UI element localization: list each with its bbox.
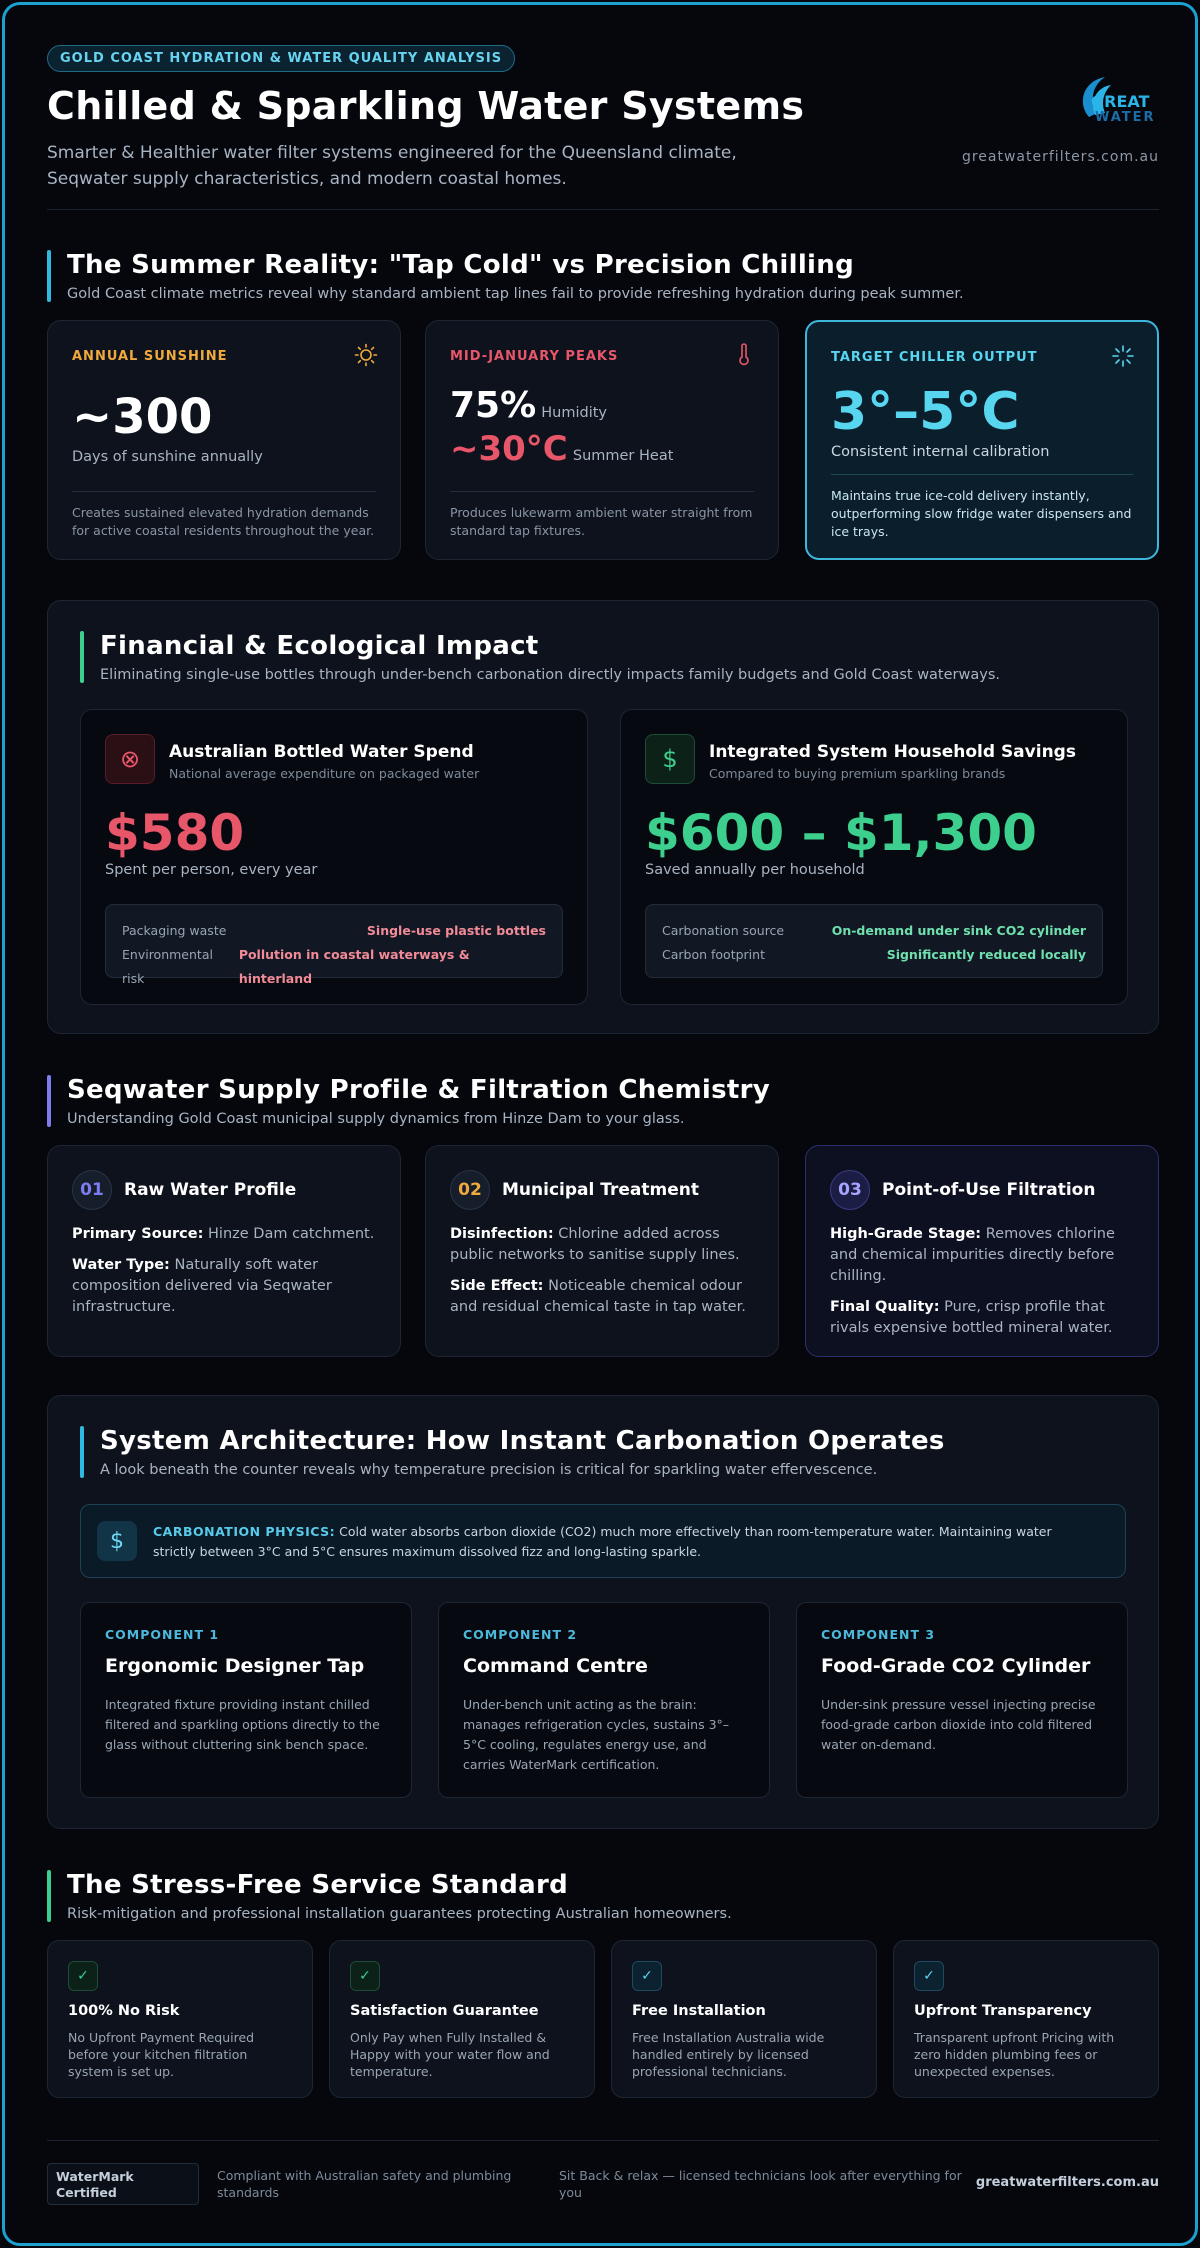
- detail-key: Carbonation source: [662, 923, 785, 938]
- step-number: 02: [450, 1170, 490, 1210]
- service-desc: Transparent upfront Pricing with zero hidden plumbing fees or unexpected expenses.: [914, 2030, 1115, 2079]
- service-card: [47, 1940, 313, 2098]
- section-accent-bar: [80, 631, 84, 683]
- divider: [47, 2140, 1159, 2141]
- financial-section: [47, 600, 1159, 1034]
- divider: [47, 209, 1159, 210]
- stat-caption: Consistent internal calibration: [831, 444, 1050, 460]
- humidity-stat: [450, 385, 607, 426]
- physics-body: Cold water absorbs carbon dioxide (CO2) much more effectively than room-temperature water. Maintaining water strictly between 3°C and 5°C ensures maximum dissolved fizz and long-lasting sparkle.: [153, 1524, 1052, 1559]
- component-title: Food-Grade CO2 Cylinder: [821, 1655, 1091, 1677]
- fin-card-desc: Saved annually per household: [645, 862, 865, 878]
- architecture-section: [47, 1395, 1159, 1829]
- step-card-filtration: [805, 1145, 1159, 1357]
- summer-heading: [47, 250, 1159, 302]
- bottled-spend-card: [80, 709, 588, 1005]
- step-key: Primary Source:: [72, 1226, 204, 1242]
- service-section: [47, 1870, 1159, 1940]
- humidity-value: 75%: [450, 385, 537, 426]
- seqwater-section: [47, 1075, 1159, 1395]
- component-label: COMPONENT 1: [105, 1627, 220, 1642]
- fin-card-title: Australian Bottled Water Spend: [169, 742, 474, 762]
- fin-detail-row: [122, 943, 546, 991]
- component-card: [438, 1602, 770, 1798]
- stat-note: Creates sustained elevated hydration demands for active coastal residents throughout the year.: [72, 491, 376, 540]
- component-card: [796, 1602, 1128, 1798]
- section-accent-bar: [47, 1075, 51, 1127]
- component-desc: Under-bench unit acting as the brain: manages refrigeration cycles, sustains 3°–5°C cooling, regulates energy use, and carries WaterMark certification.: [463, 1697, 730, 1772]
- check-icon: ✓: [632, 1961, 662, 1991]
- dollar-icon: $: [97, 1521, 137, 1561]
- humidity-unit: Humidity: [541, 405, 608, 421]
- header-pill: GOLD COAST HYDRATION & WATER QUALITY ANALYSIS: [47, 45, 515, 72]
- footer: [47, 2163, 1159, 2207]
- step-body: [72, 1224, 376, 1328]
- heat-stat: [450, 429, 673, 469]
- fin-card-value: $600 – $1,300: [645, 804, 1037, 862]
- fin-card-subtitle: National average expenditure on packaged water: [169, 766, 480, 781]
- footer-relax-text: Sit Back & relax — licensed technicians look after everything for you: [559, 2168, 962, 2200]
- seqwater-subtitle: Understanding Gold Coast municipal supply dynamics from Hinze Dam to your glass.: [67, 1111, 685, 1127]
- detail-value: Pollution in coastal waterways & hinterland: [238, 947, 470, 986]
- logo-word-1: GREAT: [1091, 92, 1150, 111]
- snowflake-icon: [1111, 344, 1135, 368]
- seqwater-heading: [47, 1075, 1159, 1127]
- step-text: Chlorine added across public networks to sanitise supply lines.: [450, 1226, 740, 1263]
- stat-label: MID-JANUARY PEAKS: [450, 349, 619, 364]
- component-label: COMPONENT 2: [463, 1627, 578, 1642]
- watermark-badge: WaterMark Certified: [47, 2163, 199, 2205]
- header-site-link[interactable]: greatwaterfilters.com.au: [961, 149, 1159, 165]
- detail-value: On-demand under sink CO2 cylinder: [831, 923, 1086, 938]
- heat-value: ~30°C: [450, 429, 568, 469]
- financial-heading: [80, 631, 1000, 683]
- page-title: Chilled & Sparkling Water Systems: [47, 84, 805, 128]
- step-key: High-Grade Stage:: [830, 1226, 982, 1242]
- stat-card-sunshine: [47, 320, 401, 560]
- dollar-icon: $: [645, 734, 695, 784]
- brand-logo[interactable]: [1075, 73, 1159, 129]
- step-title: Point-of-Use Filtration: [882, 1180, 1096, 1200]
- service-title: The Stress-Free Service Standard: [67, 1870, 569, 1900]
- step-text: Noticeable chemical odour and residual chemical taste in tap water.: [450, 1278, 746, 1315]
- detail-value: Single-use plastic bottles: [366, 923, 546, 938]
- stat-value: ~300: [72, 389, 213, 445]
- page-subtitle: Smarter & Healthier water filter systems engineered for the Queensland climate, Seqwater supply characteristics, and modern coastal homes.: [47, 143, 737, 189]
- stat-card-chiller: [805, 320, 1159, 560]
- service-card: [893, 1940, 1159, 2098]
- check-icon: ✓: [68, 1961, 98, 1991]
- summer-title: The Summer Reality: "Tap Cold" vs Precision Chilling: [67, 250, 854, 280]
- service-card: [611, 1940, 877, 2098]
- fin-detail-box: [645, 904, 1103, 978]
- architecture-subtitle: A look beneath the counter reveals why temperature precision is critical for sparkling water effervescence.: [100, 1462, 878, 1478]
- service-card: [329, 1940, 595, 2098]
- step-card-raw: [47, 1145, 401, 1357]
- financial-title: Financial & Ecological Impact: [100, 631, 539, 661]
- fin-detail-row: [122, 919, 546, 943]
- component-desc: Integrated fixture providing instant chilled filtered and sparkling options directly to the glass without cluttering sink bench space.: [105, 1697, 380, 1752]
- detail-value: Significantly reduced locally: [886, 947, 1086, 962]
- service-desc: Only Pay when Fully Installed & Happy with your water flow and temperature.: [350, 2030, 550, 2079]
- step-number: 03: [830, 1170, 870, 1210]
- fin-detail-row: [662, 919, 1086, 943]
- detail-key: Carbon footprint: [662, 947, 765, 962]
- step-text: Hinze Dam catchment.: [203, 1226, 375, 1242]
- step-key: Side Effect:: [450, 1278, 544, 1294]
- service-title: Free Installation: [632, 2003, 766, 2019]
- step-number: 01: [72, 1170, 112, 1210]
- stat-card-peaks: [425, 320, 779, 560]
- stat-caption: Days of sunshine annually: [72, 449, 263, 465]
- fin-card-subtitle: Compared to buying premium sparkling brands: [709, 766, 1006, 781]
- step-key: Final Quality:: [830, 1299, 940, 1315]
- section-accent-bar: [80, 1426, 84, 1478]
- service-title: Satisfaction Guarantee: [350, 2003, 539, 2019]
- step-title: Municipal Treatment: [502, 1180, 699, 1200]
- summer-section: [47, 250, 1159, 600]
- service-desc: Free Installation Australia wide handled entirely by licensed professional technicians.: [632, 2030, 825, 2079]
- close-circle-icon: ⊗: [105, 734, 155, 784]
- architecture-title: System Architecture: How Instant Carbonation Operates: [100, 1426, 945, 1456]
- step-key: Water Type:: [72, 1257, 170, 1273]
- section-accent-bar: [47, 250, 51, 302]
- heat-unit: Summer Heat: [572, 448, 674, 464]
- service-cards: [47, 1940, 1159, 2098]
- architecture-heading: [80, 1426, 945, 1478]
- stat-note: Produces lukewarm ambient water straight from standard tap fixtures.: [450, 491, 754, 540]
- stat-value: 3°–5°C: [831, 382, 1020, 442]
- service-heading: [47, 1870, 1159, 1922]
- fin-card-value: $580: [105, 804, 245, 862]
- seqwater-title: Seqwater Supply Profile & Filtration Chemistry: [67, 1075, 770, 1105]
- stat-note: Maintains true ice-cold delivery instantly, outperforming slow fridge water dispensers and ice trays.: [831, 474, 1133, 541]
- footer-site-link[interactable]: greatwaterfilters.com.au: [975, 2175, 1159, 2190]
- header: [47, 45, 1159, 215]
- summer-subtitle: Gold Coast climate metrics reveal why standard ambient tap lines fail to provide refreshing hydration during peak summer.: [67, 286, 964, 302]
- detail-key: Environmental risk: [122, 947, 213, 986]
- component-title: Ergonomic Designer Tap: [105, 1655, 365, 1677]
- step-text: Naturally soft water composition delivered via Seqwater infrastructure.: [72, 1257, 332, 1315]
- financial-subtitle: Eliminating single-use bottles through under-bench carbonation directly impacts family budgets and Gold Coast waterways.: [100, 667, 1000, 683]
- fin-detail-box: [105, 904, 563, 986]
- step-card-treatment: [425, 1145, 779, 1357]
- component-label: COMPONENT 3: [821, 1627, 936, 1642]
- fin-card-title: Integrated System Household Savings: [709, 742, 1076, 762]
- check-icon: ✓: [350, 1961, 380, 1991]
- step-title: Raw Water Profile: [124, 1180, 297, 1200]
- page-frame: [2, 2, 1198, 2246]
- carbonation-physics-callout: [80, 1504, 1126, 1578]
- thermometer-icon: [732, 343, 756, 367]
- stat-label: ANNUAL SUNSHINE: [72, 349, 228, 364]
- step-key: Disinfection:: [450, 1226, 554, 1242]
- component-title: Command Centre: [463, 1655, 648, 1677]
- physics-text: [153, 1522, 1085, 1562]
- sun-icon: [354, 343, 378, 367]
- service-title: Upfront Transparency: [914, 2003, 1092, 2019]
- step-body: [830, 1224, 1134, 1349]
- step-text: Pure, crisp profile that rivals expensive bottled mineral water.: [830, 1299, 1113, 1336]
- check-icon: ✓: [914, 1961, 944, 1991]
- detail-key: Packaging waste: [122, 923, 227, 938]
- footer-compliance-text: Compliant with Australian safety and plumbing standards: [217, 2168, 512, 2200]
- stat-label: TARGET CHILLER OUTPUT: [831, 350, 1038, 365]
- physics-label: CARBONATION PHYSICS:: [153, 1524, 336, 1539]
- step-text: Removes chlorine and chemical impurities directly before chilling.: [830, 1226, 1115, 1284]
- component-card: [80, 1602, 412, 1798]
- service-title: 100% No Risk: [68, 2003, 180, 2019]
- fin-detail-row: [662, 943, 1086, 967]
- section-accent-bar: [47, 1870, 51, 1922]
- step-body: [450, 1224, 754, 1328]
- service-subtitle: Risk-mitigation and professional installation guarantees protecting Australian homeowners.: [67, 1906, 732, 1922]
- household-savings-card: [620, 709, 1128, 1005]
- component-desc: Under-sink pressure vessel injecting precise food-grade carbon dioxide into cold filtered water on-demand.: [821, 1697, 1096, 1752]
- service-desc: No Upfront Payment Required before your kitchen filtration system is set up.: [68, 2030, 255, 2079]
- fin-card-desc: Spent per person, every year: [105, 862, 318, 878]
- logo-word-2: WATER: [1095, 110, 1156, 125]
